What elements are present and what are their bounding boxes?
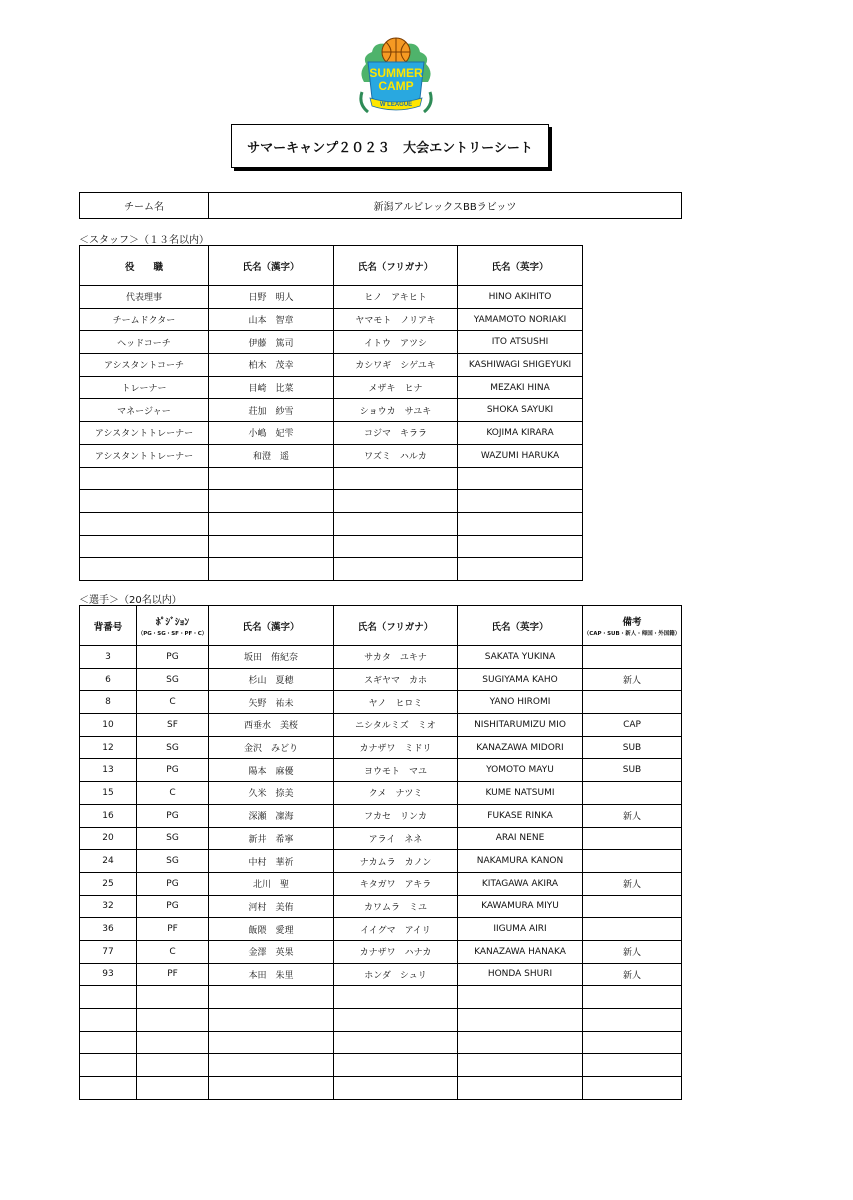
staff-name-kanji-cell[interactable]: 和澄 遥	[209, 444, 334, 467]
player-name-english-cell[interactable]: KAWAMURA MIYU	[458, 895, 583, 918]
remarks-note: （CAP・SUB・新人・帰国・外国籍）	[583, 631, 681, 637]
staff-role-cell[interactable]: トレーナー	[80, 376, 209, 399]
player-number-cell[interactable]: 6	[80, 668, 137, 691]
player-name-kana-cell[interactable]: スギヤマ カホ	[334, 668, 458, 691]
summer-camp-logo	[356, 32, 436, 118]
player-name-kana-cell[interactable]	[334, 1054, 458, 1077]
staff-role-cell[interactable]: アシスタントコーチ	[80, 354, 209, 377]
staff-name-english-cell[interactable]: WAZUMI HARUKA	[458, 444, 583, 467]
player-number-cell[interactable]: 13	[80, 759, 137, 782]
player-number-cell[interactable]: 32	[80, 895, 137, 918]
player-name-english-cell[interactable]: KANAZAWA HANAKA	[458, 940, 583, 963]
player-number-cell[interactable]: 93	[80, 963, 137, 986]
player-remarks-cell[interactable]: SUB	[583, 759, 682, 782]
header-name-english: 氏名（英字）	[458, 606, 583, 646]
player-remarks-cell[interactable]: 新人	[583, 963, 682, 986]
staff-name-kanji-cell[interactable]	[209, 512, 334, 535]
header-number: 背番号	[80, 606, 137, 646]
player-name-english-cell[interactable]: KUME NATSUMI	[458, 782, 583, 805]
player-name-kana-cell[interactable]: ナカムラ カノン	[334, 850, 458, 873]
staff-role-cell[interactable]: チームドクター	[80, 308, 209, 331]
player-remarks-cell[interactable]	[583, 1009, 682, 1032]
staff-row	[80, 467, 583, 490]
staff-name-kanji-cell[interactable]	[209, 490, 334, 513]
player-name-english-cell[interactable]	[458, 1054, 583, 1077]
player-row	[80, 1009, 682, 1032]
player-position-cell[interactable]: SF	[137, 714, 209, 737]
player-position-cell[interactable]: PG	[137, 895, 209, 918]
player-name-kana-cell[interactable]: ヨウモト マユ	[334, 759, 458, 782]
player-name-english-cell[interactable]	[458, 986, 583, 1009]
player-name-kana-cell[interactable]	[334, 1077, 458, 1100]
player-position-cell[interactable]	[137, 1054, 209, 1077]
player-position-cell[interactable]: SG	[137, 827, 209, 850]
player-remarks-cell[interactable]	[583, 1054, 682, 1077]
player-name-english-cell[interactable]: YANO HIROMI	[458, 691, 583, 714]
player-position-cell[interactable]	[137, 1031, 209, 1054]
player-position-cell[interactable]: PG	[137, 872, 209, 895]
player-name-kana-cell[interactable]: ニシタルミズ ミオ	[334, 714, 458, 737]
player-number-cell[interactable]: 15	[80, 782, 137, 805]
player-row	[80, 827, 682, 850]
player-row	[80, 872, 682, 895]
player-name-english-cell[interactable]: FUKASE RINKA	[458, 804, 583, 827]
player-number-cell[interactable]	[80, 1054, 137, 1077]
player-number-cell[interactable]: 24	[80, 850, 137, 873]
staff-row	[80, 376, 583, 399]
team-name-label: チーム名	[80, 193, 209, 219]
player-name-kanji-cell[interactable]: 杉山 夏穂	[209, 668, 334, 691]
logo-text-summer: SUMMER	[369, 66, 423, 80]
staff-role-cell[interactable]: アシスタントトレーナー	[80, 444, 209, 467]
staff-table	[79, 245, 583, 581]
player-name-kanji-cell[interactable]: 深瀬 凜海	[209, 804, 334, 827]
player-name-kanji-cell[interactable]: 飯隈 愛理	[209, 918, 334, 941]
staff-name-english-cell[interactable]: YAMAMOTO NORIAKI	[458, 308, 583, 331]
staff-row	[80, 512, 583, 535]
player-number-cell[interactable]	[80, 1077, 137, 1100]
player-name-english-cell[interactable]: ARAI NENE	[458, 827, 583, 850]
player-name-kanji-cell[interactable]	[209, 986, 334, 1009]
player-remarks-cell[interactable]	[583, 850, 682, 873]
staff-name-english-cell[interactable]: SHOKA SAYUKI	[458, 399, 583, 422]
logo-text-camp: CAMP	[378, 79, 414, 93]
player-name-kana-cell[interactable]	[334, 1031, 458, 1054]
player-number-cell[interactable]: 77	[80, 940, 137, 963]
player-name-english-cell[interactable]: NISHITARUMIZU MIO	[458, 714, 583, 737]
staff-row	[80, 535, 583, 558]
player-row	[80, 986, 682, 1009]
header-role: 役 職	[80, 246, 209, 286]
staff-name-english-cell[interactable]	[458, 467, 583, 490]
staff-name-kana-cell[interactable]: カシワギ シゲユキ	[334, 354, 458, 377]
player-row	[80, 1077, 682, 1100]
staff-name-kana-cell[interactable]	[334, 512, 458, 535]
player-name-kanji-cell[interactable]: 本田 朱里	[209, 963, 334, 986]
staff-name-kanji-cell[interactable]: 荘加 紗雪	[209, 399, 334, 422]
player-name-kanji-cell[interactable]: 金沢 みどり	[209, 736, 334, 759]
player-row	[80, 668, 682, 691]
player-name-english-cell[interactable]: HONDA SHURI	[458, 963, 583, 986]
player-name-kana-cell[interactable]: フカセ リンカ	[334, 804, 458, 827]
staff-name-kana-cell[interactable]: メザキ ヒナ	[334, 376, 458, 399]
staff-name-kanji-cell[interactable]	[209, 467, 334, 490]
player-number-cell[interactable]: 10	[80, 714, 137, 737]
team-name-value[interactable]: 新潟アルビレックスBBラビッツ	[209, 193, 682, 219]
staff-name-kanji-cell[interactable]: 日野 明人	[209, 286, 334, 309]
staff-name-kana-cell[interactable]	[334, 467, 458, 490]
player-number-cell[interactable]	[80, 1009, 137, 1032]
player-position-cell[interactable]: SG	[137, 850, 209, 873]
player-name-english-cell[interactable]: SUGIYAMA KAHO	[458, 668, 583, 691]
staff-row	[80, 354, 583, 377]
player-number-cell[interactable]: 36	[80, 918, 137, 941]
player-name-kanji-cell[interactable]	[209, 1031, 334, 1054]
header-position: ﾎﾟｼﾞｼｮﾝ （PG・SG・SF・PF・C）	[137, 606, 209, 646]
player-position-cell[interactable]: PF	[137, 963, 209, 986]
player-name-kana-cell[interactable]: ヤノ ヒロミ	[334, 691, 458, 714]
player-row	[80, 691, 682, 714]
staff-name-english-cell[interactable]: ITO ATSUSHI	[458, 331, 583, 354]
player-name-kanji-cell[interactable]	[209, 1054, 334, 1077]
player-name-kana-cell[interactable]: カワムラ ミユ	[334, 895, 458, 918]
player-remarks-cell[interactable]: 新人	[583, 668, 682, 691]
staff-name-kanji-cell[interactable]: 山本 智章	[209, 308, 334, 331]
player-name-kana-cell[interactable]: クメ ナツミ	[334, 782, 458, 805]
player-name-kana-cell[interactable]: イイグマ アイリ	[334, 918, 458, 941]
team-name-table	[79, 192, 682, 219]
player-name-kanji-cell[interactable]: 坂田 侑紀奈	[209, 646, 334, 669]
staff-name-english-cell[interactable]: KOJIMA KIRARA	[458, 422, 583, 445]
header-name-kanji: 氏名（漢字）	[209, 246, 334, 286]
player-name-kana-cell[interactable]: サカタ ユキナ	[334, 646, 458, 669]
player-number-cell[interactable]: 16	[80, 804, 137, 827]
header-remarks: 備考 （CAP・SUB・新人・帰国・外国籍）	[583, 606, 682, 646]
staff-row	[80, 331, 583, 354]
player-position-cell[interactable]: SG	[137, 736, 209, 759]
player-position-cell[interactable]: PG	[137, 646, 209, 669]
staff-role-cell[interactable]	[80, 490, 209, 513]
players-caption: ＜選手＞（20名以内）	[79, 595, 182, 606]
player-position-cell[interactable]	[137, 1009, 209, 1032]
player-name-kanji-cell[interactable]	[209, 1077, 334, 1100]
player-number-cell[interactable]	[80, 1031, 137, 1054]
player-name-kanji-cell[interactable]: 久米 捺美	[209, 782, 334, 805]
player-remarks-cell[interactable]: CAP	[583, 714, 682, 737]
player-number-cell[interactable]: 12	[80, 736, 137, 759]
player-name-kana-cell[interactable]: アライ ネネ	[334, 827, 458, 850]
header-name-kanji: 氏名（漢字）	[209, 606, 334, 646]
player-remarks-cell[interactable]: 新人	[583, 940, 682, 963]
player-name-kanji-cell[interactable]: 河村 美侑	[209, 895, 334, 918]
player-position-cell[interactable]: PG	[137, 759, 209, 782]
player-remarks-cell[interactable]	[583, 895, 682, 918]
player-row	[80, 714, 682, 737]
player-name-kana-cell[interactable]: カナザワ ミドリ	[334, 736, 458, 759]
staff-row	[80, 558, 583, 581]
staff-row	[80, 490, 583, 513]
staff-name-english-cell[interactable]	[458, 535, 583, 558]
staff-row	[80, 399, 583, 422]
player-position-cell[interactable]: PF	[137, 918, 209, 941]
player-row	[80, 759, 682, 782]
header-name-kana: 氏名（フリガナ）	[334, 606, 458, 646]
player-remarks-cell[interactable]	[583, 827, 682, 850]
player-name-kana-cell[interactable]: ホンダ シュリ	[334, 963, 458, 986]
player-row	[80, 1054, 682, 1077]
player-number-cell[interactable]: 3	[80, 646, 137, 669]
staff-name-kana-cell[interactable]	[334, 490, 458, 513]
player-remarks-cell[interactable]	[583, 986, 682, 1009]
player-row	[80, 895, 682, 918]
staff-role-cell[interactable]	[80, 535, 209, 558]
player-position-cell[interactable]	[137, 986, 209, 1009]
player-name-english-cell[interactable]: IIGUMA AIRI	[458, 918, 583, 941]
staff-name-english-cell[interactable]: HINO AKIHITO	[458, 286, 583, 309]
staff-role-cell[interactable]	[80, 467, 209, 490]
staff-role-cell[interactable]: マネージャー	[80, 399, 209, 422]
player-name-english-cell[interactable]	[458, 1077, 583, 1100]
staff-name-english-cell[interactable]: MEZAKI HINA	[458, 376, 583, 399]
staff-name-kanji-cell[interactable]	[209, 558, 334, 581]
player-remarks-cell[interactable]: 新人	[583, 804, 682, 827]
staff-role-cell[interactable]: アシスタントトレーナー	[80, 422, 209, 445]
players-table	[79, 605, 682, 1100]
player-name-kanji-cell[interactable]: 金澤 英果	[209, 940, 334, 963]
staff-name-kanji-cell[interactable]: 小嶋 妃雫	[209, 422, 334, 445]
player-row	[80, 940, 682, 963]
staff-row	[80, 286, 583, 309]
staff-name-kanji-cell[interactable]	[209, 535, 334, 558]
staff-name-kana-cell[interactable]: イトウ アツシ	[334, 331, 458, 354]
player-name-english-cell[interactable]: YOMOTO MAYU	[458, 759, 583, 782]
staff-name-kana-cell[interactable]: ヒノ アキヒト	[334, 286, 458, 309]
staff-name-kana-cell[interactable]	[334, 558, 458, 581]
player-name-english-cell[interactable]: KITAGAWA AKIRA	[458, 872, 583, 895]
player-row	[80, 782, 682, 805]
staff-name-kana-cell[interactable]	[334, 535, 458, 558]
player-row	[80, 804, 682, 827]
player-position-cell[interactable]: PG	[137, 804, 209, 827]
player-name-kana-cell[interactable]: キタガワ アキラ	[334, 872, 458, 895]
staff-caption: ＜スタッフ＞（１３名以内）	[79, 235, 209, 246]
page-title: サマーキャンプ２０２３ 大会エントリーシート	[231, 124, 549, 168]
player-name-kana-cell[interactable]: カナザワ ハナカ	[334, 940, 458, 963]
player-remarks-cell[interactable]	[583, 646, 682, 669]
player-position-cell[interactable]	[137, 1077, 209, 1100]
position-note: （PG・SG・SF・PF・C）	[137, 631, 208, 637]
staff-role-cell[interactable]	[80, 558, 209, 581]
staff-name-english-cell[interactable]	[458, 490, 583, 513]
staff-name-english-cell[interactable]: KASHIWAGI SHIGEYUKI	[458, 354, 583, 377]
staff-name-kana-cell[interactable]: コジマ キララ	[334, 422, 458, 445]
staff-row	[80, 444, 583, 467]
player-position-cell[interactable]: C	[137, 782, 209, 805]
player-remarks-cell[interactable]	[583, 782, 682, 805]
player-row	[80, 736, 682, 759]
player-name-english-cell[interactable]	[458, 1031, 583, 1054]
player-number-cell[interactable]	[80, 986, 137, 1009]
staff-role-cell[interactable]: ヘッドコーチ	[80, 331, 209, 354]
logo-text-wleague: W LEAGUE	[379, 102, 413, 108]
player-name-kana-cell[interactable]	[334, 986, 458, 1009]
player-remarks-cell[interactable]: 新人	[583, 872, 682, 895]
player-position-cell[interactable]: SG	[137, 668, 209, 691]
player-row	[80, 1031, 682, 1054]
player-name-kanji-cell[interactable]: 新井 希寧	[209, 827, 334, 850]
staff-row	[80, 422, 583, 445]
header-name-english: 氏名（英字）	[458, 246, 583, 286]
staff-name-kana-cell[interactable]: ヤマモト ノリアキ	[334, 308, 458, 331]
player-remarks-cell[interactable]: SUB	[583, 736, 682, 759]
player-name-kanji-cell[interactable]	[209, 1009, 334, 1032]
player-row	[80, 963, 682, 986]
player-name-kanji-cell[interactable]: 中村 華祈	[209, 850, 334, 873]
player-position-cell[interactable]: C	[137, 691, 209, 714]
player-name-kanji-cell[interactable]: 北川 聖	[209, 872, 334, 895]
player-number-cell[interactable]: 20	[80, 827, 137, 850]
player-name-kanji-cell[interactable]: 陽本 麻優	[209, 759, 334, 782]
player-name-english-cell[interactable]	[458, 1009, 583, 1032]
player-row	[80, 646, 682, 669]
staff-name-kanji-cell[interactable]: 伊藤 篤司	[209, 331, 334, 354]
player-name-english-cell[interactable]: SAKATA YUKINA	[458, 646, 583, 669]
player-name-english-cell[interactable]: NAKAMURA KANON	[458, 850, 583, 873]
player-position-cell[interactable]: C	[137, 940, 209, 963]
player-number-cell[interactable]: 8	[80, 691, 137, 714]
staff-name-english-cell[interactable]	[458, 512, 583, 535]
staff-row	[80, 308, 583, 331]
staff-name-english-cell[interactable]	[458, 558, 583, 581]
player-number-cell[interactable]: 25	[80, 872, 137, 895]
player-remarks-cell[interactable]	[583, 691, 682, 714]
staff-name-kana-cell[interactable]: ショウカ サユキ	[334, 399, 458, 422]
header-name-kana: 氏名（フリガナ）	[334, 246, 458, 286]
staff-name-kana-cell[interactable]: ワズミ ハルカ	[334, 444, 458, 467]
player-row	[80, 918, 682, 941]
player-remarks-cell[interactable]	[583, 1031, 682, 1054]
player-row	[80, 850, 682, 873]
player-remarks-cell[interactable]	[583, 918, 682, 941]
player-name-kanji-cell[interactable]: 矢野 祐未	[209, 691, 334, 714]
staff-name-kanji-cell[interactable]: 目崎 比菜	[209, 376, 334, 399]
player-remarks-cell[interactable]	[583, 1077, 682, 1100]
staff-role-cell[interactable]	[80, 512, 209, 535]
player-name-kana-cell[interactable]	[334, 1009, 458, 1032]
staff-role-cell[interactable]: 代表理事	[80, 286, 209, 309]
player-name-kanji-cell[interactable]: 西垂水 美桜	[209, 714, 334, 737]
player-name-english-cell[interactable]: KANAZAWA MIDORI	[458, 736, 583, 759]
staff-name-kanji-cell[interactable]: 柏木 茂幸	[209, 354, 334, 377]
